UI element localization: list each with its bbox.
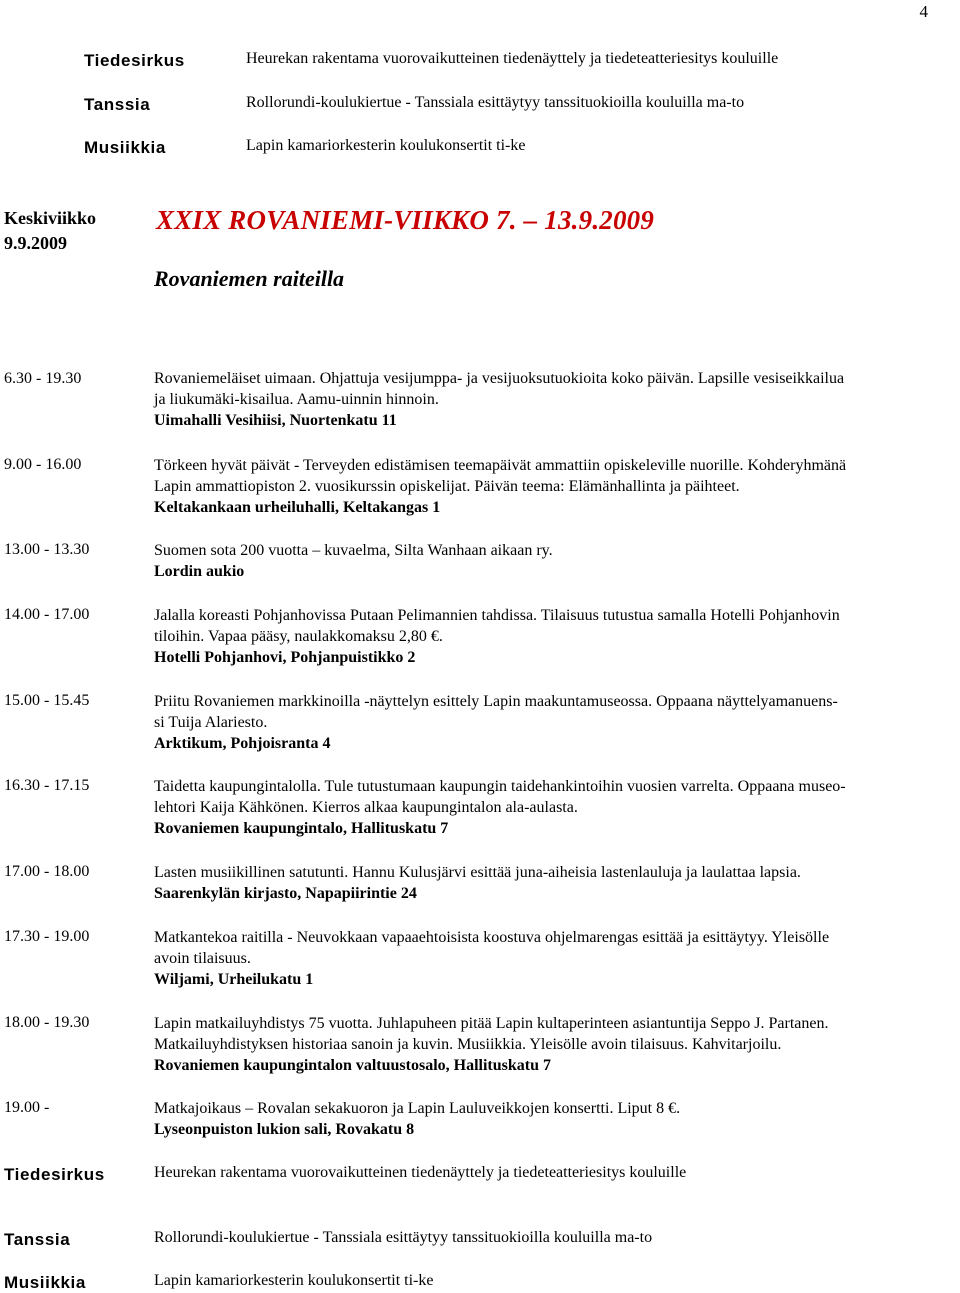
event-line: Lapin matkailuyhdistys 75 vuotta. Juhlapuheen pitää Lapin kultaperinteen asiantuntija Seppo J. Partanen.	[154, 1015, 829, 1032]
category-label: Tiedesirkus	[4, 1165, 105, 1184]
event-line: Matkantekoa raitilla - Neuvokkaan vapaaehtoisista koostuva ohjelmarengas esittää ja esittäytyy. Yleisölle	[154, 929, 830, 946]
event-line: lehtori Kaija Kähkönen. Kierros alkaa kaupungintalon ala-aulasta.	[154, 799, 578, 816]
event-time: 16.30 - 17.15	[4, 777, 90, 794]
event-description	[154, 1098, 958, 1140]
event-line: Jalalla koreasti Pohjanhovissa Putaan Pelimannien tahdissa. Tilaisuus tutustua samalla Hotelli Pohjanhovin	[154, 607, 840, 624]
category-label: Tiedesirkus	[84, 51, 185, 70]
event-time: 13.00 - 13.30	[4, 541, 90, 558]
event-location: Saarenkylän kirjasto, Napapiirintie 24	[154, 885, 417, 902]
event-time: 19.00 -	[4, 1099, 50, 1116]
event-time: 17.30 - 19.00	[4, 928, 90, 945]
event-line: tiloihin. Vapaa pääsy, naulakkomaksu 2,80 €.	[154, 628, 443, 645]
event-line: Lapin ammattiopiston 2. vuosikurssin opiskelijat. Päivän teema: Elämänhallinta ja päihteet.	[154, 478, 740, 495]
event-description	[154, 927, 958, 990]
category-text: Rollorundi-koulukiertue - Tanssiala esittäytyy tanssituokioilla kouluilla ma-to	[154, 1229, 653, 1246]
category-label: Tanssia	[4, 1230, 71, 1249]
event-description	[154, 605, 958, 668]
event-location: Wiljami, Urheilukatu 1	[154, 971, 314, 988]
category-text: Rollorundi-koulukiertue - Tanssiala esittäytyy tanssituokioilla kouluilla ma-to	[246, 94, 745, 111]
event-description	[154, 455, 958, 518]
category-text: Lapin kamariorkesterin koulukonsertit ti-ke	[246, 137, 526, 154]
subtitle: Rovaniemen raiteilla	[154, 266, 345, 291]
event-line: Suomen sota 200 vuotta – kuvaelma, Silta Wanhaan aikaan ry.	[154, 542, 553, 559]
event-line: Taidetta kaupungintalolla. Tule tutustumaan kaupungin taidehankintoihin vuosien varrelta. Oppaana museo-	[154, 778, 846, 795]
event-location: Hotelli Pohjanhovi, Pohjanpuistikko 2	[154, 649, 416, 666]
category-text: Heurekan rakentama vuorovaikutteinen tiedenäyttely ja tiedeteatteriesitys kouluille	[246, 50, 779, 67]
category-label: Musiikkia	[84, 138, 166, 157]
event-description	[154, 540, 958, 582]
event-location: Keltakankaan urheiluhalli, Keltakangas 1	[154, 499, 441, 516]
event-time: 14.00 - 17.00	[4, 606, 90, 623]
event-line: si Tuija Alariesto.	[154, 714, 268, 731]
day-weekday: Keskiviikko	[4, 208, 97, 228]
event-location: Rovaniemen kaupungintalo, Hallituskatu 7	[154, 820, 449, 837]
event-line: Törkeen hyvät päivät - Terveyden edistämisen teemapäivät ammattiin opiskeleville nuorille. Kohderyhmänä	[154, 457, 847, 474]
event-location: Lordin aukio	[154, 563, 245, 580]
event-line: ja liukumäki-kisailua. Aamu-uinnin hinnoin.	[154, 391, 439, 408]
event-line: Rovaniemeläiset uimaan. Ohjattuja vesijumppa- ja vesijuoksutuokioita koko päivän. Lapsille vesiseikkailua	[154, 370, 845, 387]
category-text: Heurekan rakentama vuorovaikutteinen tiedenäyttely ja tiedeteatteriesitys kouluille	[154, 1164, 687, 1181]
event-time: 17.00 - 18.00	[4, 863, 90, 880]
event-location: Rovaniemen kaupungintalon valtuustosalo, Hallituskatu 7	[154, 1057, 551, 1074]
day-date: 9.9.2009	[4, 233, 67, 253]
event-time: 15.00 - 15.45	[4, 692, 90, 709]
category-text: Lapin kamariorkesterin koulukonsertit ti-ke	[154, 1272, 434, 1289]
event-time: 9.00 - 16.00	[4, 456, 82, 473]
event-line: Priitu Rovaniemen markkinoilla -näyttelyn esittely Lapin maakuntamuseossa. Oppaana näyttelyamanuens-	[154, 693, 838, 710]
page-number: 4	[919, 2, 928, 21]
event-description	[154, 862, 958, 904]
event-line: avoin tilaisuus.	[154, 950, 251, 967]
event-description	[154, 368, 958, 431]
event-location: Lyseonpuiston lukion sali, Rovakatu 8	[154, 1121, 415, 1138]
category-label: Tanssia	[84, 95, 151, 114]
event-description	[154, 776, 958, 839]
event-time: 18.00 - 19.30	[4, 1014, 90, 1031]
event-line: Matkailuyhdistyksen historiaa sanoin ja kuvin. Musiikkia. Yleisölle avoin tilaisuus. Kahvitarjoilu.	[154, 1036, 782, 1053]
event-location: Arktikum, Pohjoisranta 4	[154, 735, 331, 752]
event-line: Lasten musiikillinen satutunti. Hannu Kulusjärvi esittää juna-aiheisia lastenlauluja ja laulattaa lapsia.	[154, 864, 801, 881]
week-title: XXIX ROVANIEMI-VIIKKO 7. – 13.9.2009	[156, 205, 655, 235]
event-description	[154, 691, 958, 754]
day-label	[4, 206, 96, 256]
category-label: Musiikkia	[4, 1273, 86, 1292]
event-location: Uimahalli Vesihiisi, Nuortenkatu 11	[154, 412, 397, 429]
event-line: Matkajoikaus – Rovalan sekakuoron ja Lapin Lauluveikkojen konsertti. Liput 8 €.	[154, 1100, 681, 1117]
event-description	[154, 1013, 958, 1076]
event-time: 6.30 - 19.30	[4, 370, 82, 387]
